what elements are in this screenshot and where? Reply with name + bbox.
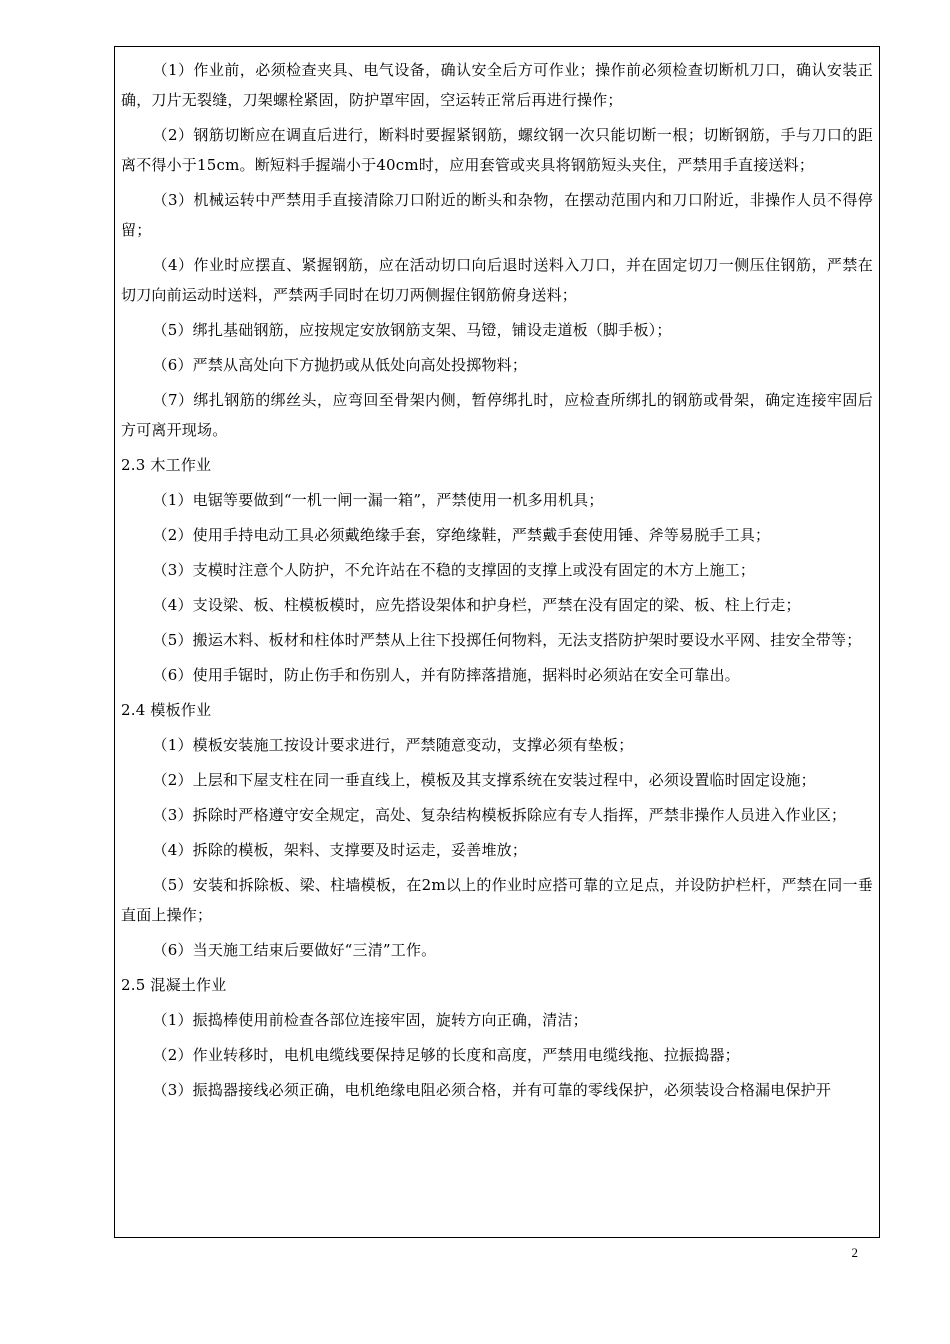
paragraph-item: （4）作业时应摆直、紧握钢筋，应在活动切口向后退时送料入刀口，并在固定切刀一侧压住钢筋，严禁在切刀向前运动时送料，严禁两手同时在切刀两侧握住钢筋俯身送料； <box>121 256 873 304</box>
paragraph-item: （2）钢筋切断应在调直后进行，断料时要握紧钢筋，螺纹钢一次只能切断一根；切断钢筋，手与刀口的距离不得小于15cm。断短料手握端小于40cm时，应用套管或夹具将钢筋短头夹住，严禁用手直接送料； <box>121 126 873 174</box>
paragraph-item: （3）拆除时严格遵守安全规定，高处、复杂结构模板拆除应有专人指挥，严禁非操作人员进入作业区； <box>152 806 847 824</box>
paragraph-item: （5）绑扎基础钢筋，应按规定安放钢筋支架、马镫，铺设走道板（脚手板）； <box>152 321 672 339</box>
paragraph-item: （4）拆除的模板，架料、支撑要及时运走，妥善堆放； <box>152 841 528 859</box>
section-heading: 2.3 木工作业 <box>121 456 212 474</box>
paragraph-item: （6）使用手锯时，防止伤手和伤别人，并有防摔落措施，据料时必须站在安全可靠出。 <box>152 666 740 684</box>
paragraph-item: （2）作业转移时，电机电缆线要保持足够的长度和高度，严禁用电缆线拖、拉振捣器； <box>152 1046 740 1064</box>
paragraph-item: （1）振捣棒使用前检查各部位连接牢固，旋转方向正确，清洁； <box>152 1011 588 1029</box>
paragraph-item: （1）模板安装施工按设计要求进行，严禁随意变动，支撑必须有垫板； <box>152 736 634 754</box>
document-body <box>121 55 873 1110</box>
paragraph-item: （4）支设梁、板、柱模板模时，应先搭设架体和护身栏，严禁在没有固定的梁、板、柱上行走； <box>152 596 801 614</box>
paragraph-item: （3）支模时注意个人防护，不允许站在不稳的支撑固的支撑上或没有固定的木方上施工； <box>152 561 756 579</box>
paragraph-item: （2）上层和下屋支柱在同一垂直线上，模板及其支撑系统在安装过程中，必须设置临时固定设施； <box>152 771 816 789</box>
paragraph-item: （7）绑扎钢筋的绑丝头，应弯回至骨架内侧，暂停绑扎时，应检查所绑扎的钢筋或骨架，确定连接牢固后方可离开现场。 <box>121 391 873 439</box>
paragraph-item: （6）当天施工结束后要做好“三清”工作。 <box>152 941 437 959</box>
paragraph-item: （1）作业前，必须检查夹具、电气设备，确认安全后方可作业；操作前必须检查切断机刀口，确认安装正确，刀片无裂缝，刀架螺栓紧固，防护罩牢固，空运转正常后再进行操作； <box>121 61 873 109</box>
page-number: 2 <box>851 1245 858 1260</box>
paragraph-item: （3）振捣器接线必须正确，电机绝缘电阻必须合格，并有可靠的零线保护，必须装设合格漏电保护开 <box>152 1081 832 1099</box>
paragraph-item: （6）严禁从高处向下方抛扔或从低处向高处投掷物料； <box>152 356 528 374</box>
paragraph-item: （5）安装和拆除板、梁、柱墙模板，在2m以上的作业时应搭可靠的立足点，并设防护栏杆，严禁在同一垂直面上操作； <box>121 876 873 924</box>
section-heading: 2.4 模板作业 <box>121 701 212 719</box>
content-table-frame <box>114 46 880 1238</box>
paragraph-item: （1）电锯等要做到“一机一闸一漏一箱”，严禁使用一机多用机具； <box>152 491 604 509</box>
paragraph-item: （3）机械运转中严禁用手直接清除刀口附近的断头和杂物，在摆动范围内和刀口附近，非操作人员不得停留； <box>121 191 873 239</box>
section-heading: 2.5 混凝土作业 <box>121 976 227 994</box>
paragraph-item: （2）使用手持电动工具必须戴绝缘手套，穿绝缘鞋，严禁戴手套使用锤、斧等易脱手工具； <box>152 526 771 544</box>
paragraph-item: （5）搬运木料、板材和柱体时严禁从上往下投掷任何物料，无法支搭防护架时要设水平网、挂安全带等； <box>152 631 862 649</box>
